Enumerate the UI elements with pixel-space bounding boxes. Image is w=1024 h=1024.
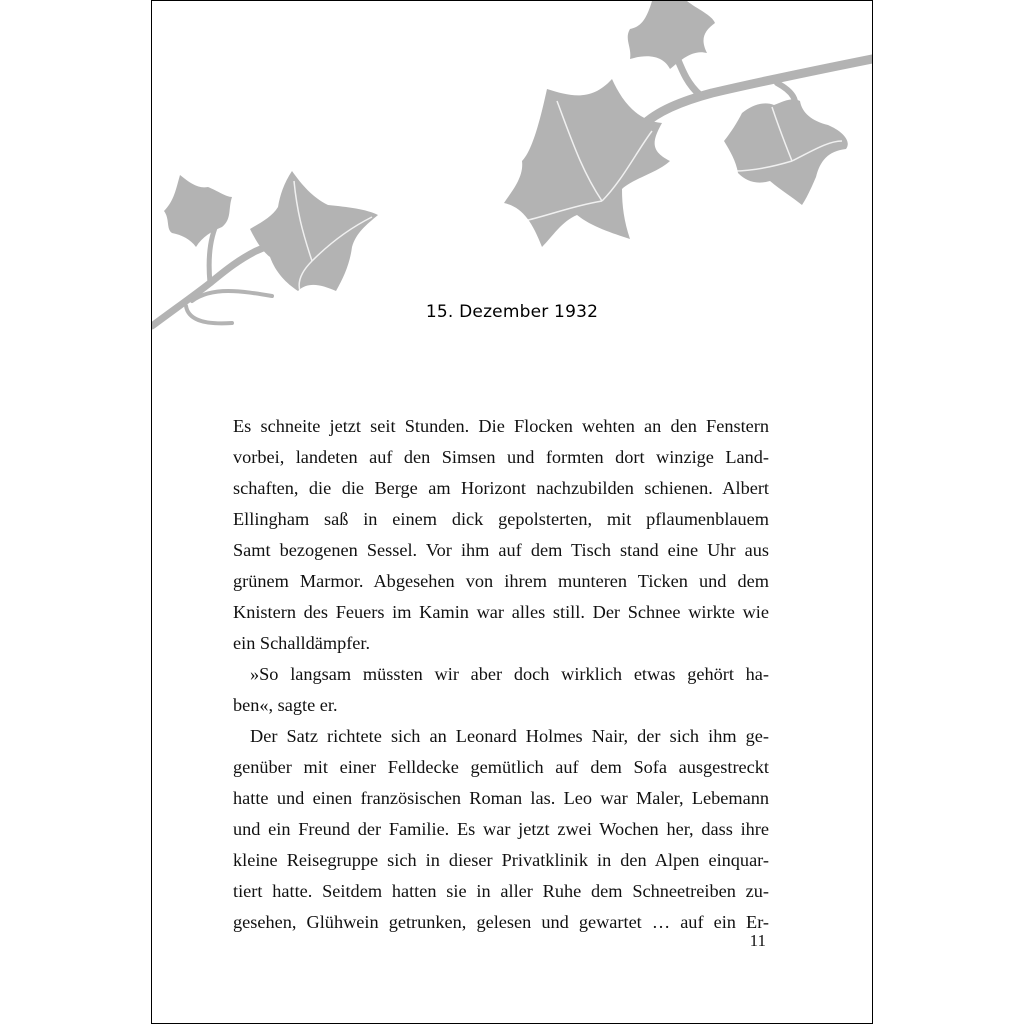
- book-page: [151, 0, 873, 1024]
- text-line: tiert hatte. Seitdem hatten sie in aller Ruhe dem Schneetreiben zu-: [233, 881, 769, 901]
- text-line: vorbei, landeten auf den Simsen und formten dort winzige Land-: [233, 447, 769, 467]
- body-text: [233, 411, 769, 938]
- text-line: genüber mit einer Felldecke gemütlich auf dem Sofa ausgestreckt: [233, 757, 769, 777]
- paragraph: [233, 411, 769, 659]
- ivy-branch-top-right-icon: [504, 1, 872, 247]
- text-line: und ein Freund der Familie. Es war jetzt zwei Wochen her, dass ihre: [233, 819, 769, 839]
- text-line: schaften, die die Berge am Horizont nachzubilden schienen. Albert: [233, 478, 769, 498]
- text-line: hatte und einen französischen Roman las. Leo war Maler, Lebemann: [233, 788, 769, 808]
- text-line: Es schneite jetzt seit Stunden. Die Flocken wehten an den Fenstern: [233, 416, 769, 436]
- text-line: gesehen, Glühwein getrunken, gelesen und gewartet … auf ein Er-: [233, 912, 769, 932]
- paragraph: [233, 721, 769, 938]
- text-line: kleine Reisegruppe sich in dieser Privatklinik in den Alpen einquar-: [233, 850, 769, 870]
- text-line: Der Satz richtete sich an Leonard Holmes Nair, der sich ihm ge-: [250, 726, 769, 746]
- page-number: 11: [749, 931, 766, 950]
- text-line: »So langsam müssten wir aber doch wirklich etwas gehört ha-: [250, 664, 769, 684]
- text-line: grünem Marmor. Abgesehen von ihrem munteren Ticken und dem: [233, 571, 769, 591]
- text-line: Ellingham saß in einem dick gepolsterten, mit pflaumenblauem: [233, 509, 769, 529]
- paragraph: [233, 659, 769, 721]
- ivy-illustration: [152, 1, 872, 341]
- text-line: ein Schalldämpfer.: [233, 633, 371, 653]
- text-line: Samt bezogenen Sessel. Vor ihm auf dem Tisch stand eine Uhr aus: [233, 540, 769, 560]
- text-line: ben«, sagte er.: [233, 695, 338, 715]
- text-line: Knistern des Feuers im Kamin war alles still. Der Schnee wirkte wie: [233, 602, 769, 622]
- chapter-date-heading: 15. Dezember 1932: [425, 302, 599, 322]
